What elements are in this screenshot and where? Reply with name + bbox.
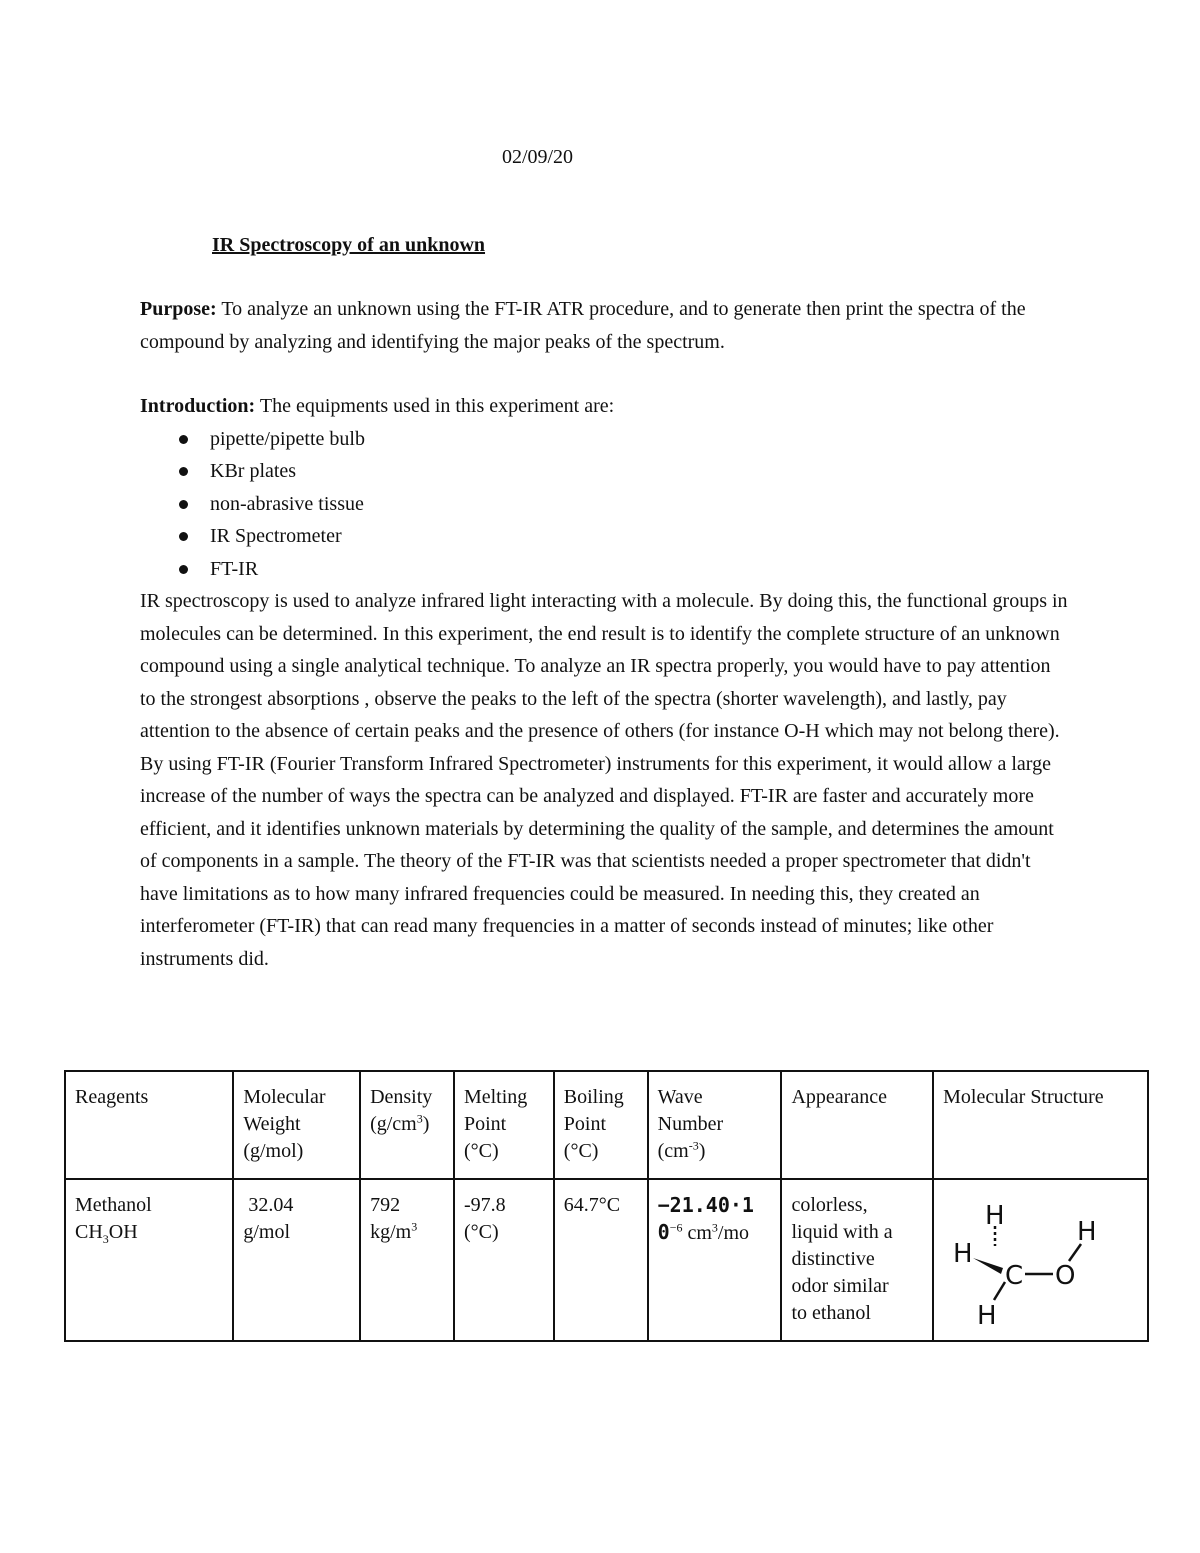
reagents-table: [64, 1070, 1149, 1342]
equipment-label: non-abrasive tissue: [210, 492, 364, 515]
bullet-icon: [179, 435, 188, 444]
cell-density: 792 $kg/m^3$: [360, 1179, 454, 1341]
list-item: [140, 455, 1070, 488]
table-row: [65, 1179, 1148, 1341]
introduction-lead-line: [140, 390, 1070, 423]
header-wave-number: Wave Number $(cm^{-3})$: [648, 1071, 782, 1179]
document-title: IR Spectroscopy of an unknown: [212, 234, 486, 256]
introduction-label: Introduction:: [140, 395, 256, 417]
cell-appearance: colorless, liquid with a distinctive odor similar to ethanol: [781, 1179, 933, 1341]
list-item: [140, 488, 1070, 521]
atom-h-bottom: H: [977, 1301, 997, 1324]
purpose-section: [140, 293, 1070, 358]
cell-molecular-structure: [933, 1179, 1148, 1341]
purpose-text: To analyze an unknown using the FT-IR ATR procedure, and to generate then print the spectra of the compound by analyzing and identifying the major peaks of the spectrum.: [140, 298, 1026, 353]
cell-molecular-weight: 32.04 g/mol: [233, 1179, 360, 1341]
bullet-icon: [179, 467, 188, 476]
purpose-label: Purpose:: [140, 298, 217, 320]
bullet-icon: [179, 565, 188, 574]
table-header-row: [65, 1071, 1148, 1179]
cell-wave-number: −21.40·1 $0^{-6}$ $cm^3/mo$: [648, 1179, 782, 1341]
bullet-icon: [179, 500, 188, 509]
atom-h-right: H: [1077, 1217, 1097, 1247]
cell-melting-point: -97.8 (°C): [454, 1179, 554, 1341]
methanol-structure-diagram: [951, 1196, 1121, 1324]
cell-boiling-point: 64.7°C: [554, 1179, 648, 1341]
header-molecular-structure: Molecular Structure: [933, 1071, 1148, 1179]
header-melting-point: Melting Point (°C): [454, 1071, 554, 1179]
equipment-label: KBr plates: [210, 460, 297, 482]
introduction-section: [140, 390, 1070, 975]
introduction-lead: The equipments used in this experiment are:: [259, 395, 615, 417]
header-boiling-point: Boiling Point (°C): [554, 1071, 648, 1179]
header-molecular-weight: Molecular Weight (g/mol): [233, 1071, 360, 1179]
document-date: 02/09/20: [501, 146, 574, 168]
cell-reagent: Methanol $CH_3OH$: [65, 1179, 233, 1341]
list-item: [140, 423, 1070, 456]
header-appearance: Appearance: [781, 1071, 933, 1179]
equipment-label: FT-IR: [210, 557, 259, 580]
introduction-paragraph: IR spectroscopy is used to analyze infrared light interacting with a molecule. By doing this, the functional groups in molecules can be determined. In this experiment, the end result is to identify the complete structure of an unknown compound using a single analytical technique. To analyze an IR spectra properly, you would have to pay attention to the strongest absorptions , observe the peaks to the left of the spectra (shorter wavelength), and lastly, pay attention to the absence of certain peaks and the presence of others (for instance O-H which may not belong there). By using FT-IR (Fourier Transform Infrared Spectrometer) instruments for this experiment, it would allow a large increase of the number of ways the spectra can be analyzed and displayed. FT-IR are faster and accurately more efficient, and it identifies unknown materials by determining the quality of the sample, and determines the amount of components in a sample. The theory of the FT-IR was that scientists needed a proper spectrometer that didn't have limitations as to how many infrared frequencies could be measured. In needing this, they created an interferometer (FT-IR) that can read many frequencies in a matter of seconds instead of minutes; like other instruments did.: [140, 590, 1068, 970]
bullet-icon: [179, 532, 188, 541]
equipment-list: [140, 423, 1070, 586]
equipment-label: pipette/pipette bulb: [210, 427, 365, 450]
atom-h-top: H: [985, 1201, 1005, 1231]
atom-carbon: C: [1005, 1261, 1024, 1291]
list-item: [140, 553, 1070, 586]
header-reagents: Reagents: [65, 1071, 233, 1179]
equipment-label: IR Spectrometer: [210, 525, 342, 547]
list-item: [140, 520, 1070, 553]
atom-h-left: H: [953, 1239, 973, 1269]
header-density: Density $(g/cm^3)$: [360, 1071, 454, 1179]
atom-oxygen: O: [1055, 1261, 1076, 1291]
